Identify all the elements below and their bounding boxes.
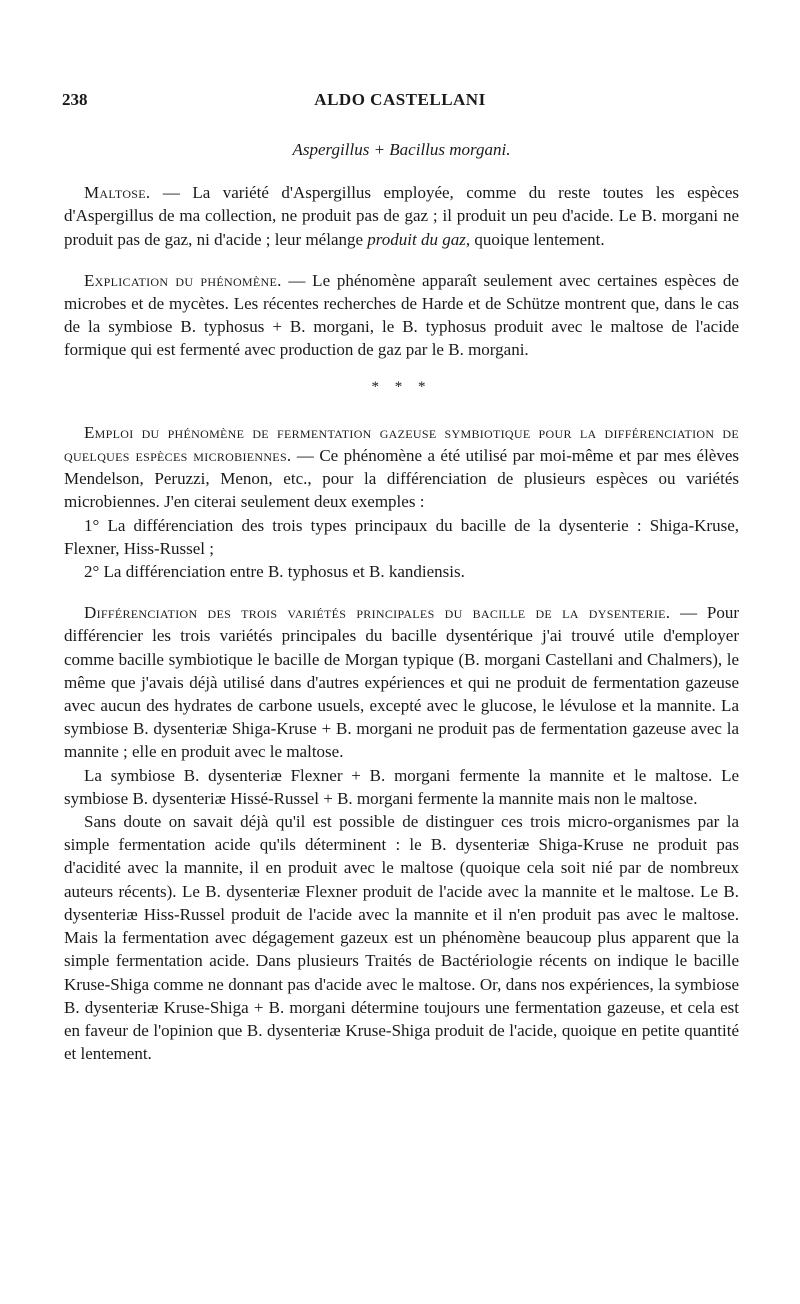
section-separator: * * * <box>371 378 432 395</box>
paragraph-sans-doute: Sans doute on savait déjà qu'il est possible de distinguer ces trois micro-organismes par la simple fermentation acide qu'ils déterminent : le B. dysenteriæ Shiga-Kruse ne produit pas d'acidité avec la mannite, il en produit avec le maltose (quoique cela soit nié par de nombreux auteurs récents). Le B. dysenteriæ Flexner produit de l'acide avec la mannite et le maltose. Le B. dysenteriæ Hiss-Russel produit de l'acide avec la mannite et il n'en produit pas avec le maltose. Mais la fermentation avec dégagement gazeux est un phénomène beaucoup plus apparent que la simple fermentation acide. Dans plusieurs Traités de Bactériologie récents on indique le bacille Kruse-Shiga comme ne donnant pas d'acide avec le maltose. Or, dans nos expériences, la symbiose B. dysenteriæ Kruse-Shiga + B. morgani détermine toujours une fermentation gazeuse, et cela est en faveur de l'opinion que B. dysenteriæ Kruse-Shiga produit de l'acide, quoique en petite quantité et lentement. <box>64 812 739 1064</box>
maltose-text-italic: produit du gaz <box>367 229 466 249</box>
lead-explication: Explication du phénomène. <box>84 270 282 290</box>
page-body <box>64 138 739 1065</box>
maltose-text-b: , quoique lentement. <box>465 229 605 249</box>
paragraph-differenciation <box>64 601 739 763</box>
paragraph-explication <box>64 269 739 362</box>
paragraph-flexner: La symbiose B. dysenteriæ Flexner + B. morgani fermente la mannite et le maltose. Le symbiose B. dysenteriæ Hissé-Russel + B. morgani fermente la mannite mais non le maltose. <box>64 765 739 808</box>
paragraph-emploi <box>64 421 739 514</box>
page-header <box>62 90 738 114</box>
page-number: 238 <box>62 90 88 109</box>
emploi-text: — Ce phénomène a été utilisé par moi-même et par mes élèves Mendelson, Peruzzi, Menon, etc., pour la différenciation de plusieurs espèces ou variétés microbiennes. J'en citerai seulement deux exemples : <box>64 446 739 512</box>
differenciation-text: — Pour différencier les trois variétés principales du bacille dysentérique j'ai trouvé utile d'employer comme bacille symbiotique le bacille de Morgan typique (B. morgani Castellani and Chalmers), le même que j'avais déjà utilisé dans d'autres expériences et qui ne produit de fermentation gazeuse avec aucun des hydrates de carbone usuels, excepté avec le glucose, le lévulose et la mannite. La symbiose B. dysenteriæ Shiga-Kruse + B. morgani ne produit pas de fermentation gazeuse avec la mannite ; elle en produit avec le maltose. <box>64 603 739 762</box>
lead-differenciation: Différenciation des trois variétés principales du bacille de la dysenterie. <box>84 603 671 623</box>
paragraph-maltose <box>64 181 739 251</box>
lead-emploi: Emploi du phénomène de fermentation gazeuse symbiotique pour la différenciation de quelques espèces microbiennes. <box>64 422 739 466</box>
list-item: 2° La différenciation entre B. typhosus et B. kandiensis. <box>84 562 465 582</box>
section-title-aspergillus: Aspergillus + Bacillus morgani. <box>292 140 511 159</box>
lead-maltose: Maltose. <box>84 183 151 203</box>
explication-text: — Le phénomène apparaît seulement avec certaines espèces de microbes et de mycètes. Les récentes recherches de Harde et de Schütze montrent que, dans le cas de la symbiose B. typhosus + B. morgani, le B. typhosus produit avec le maltose de l'acide formique qui est fermenté avec production de gaz par le B. morgani. <box>64 270 739 360</box>
maltose-text-a: — La variété d'Aspergillus employée, comme du reste toutes les espèces d'Aspergillus de ma collection, ne produit pas de gaz ; il produit un peu d'acide. Le B. morgani ne produit pas de gaz, ni d'acide ; leur mélange <box>64 183 739 249</box>
list-item: 1° La différenciation des trois types principaux du bacille de la dysenterie : Shiga-Kruse, Flexner, Hiss-Russel ; <box>64 515 739 558</box>
running-head: ALDO CASTELLANI <box>314 90 486 109</box>
